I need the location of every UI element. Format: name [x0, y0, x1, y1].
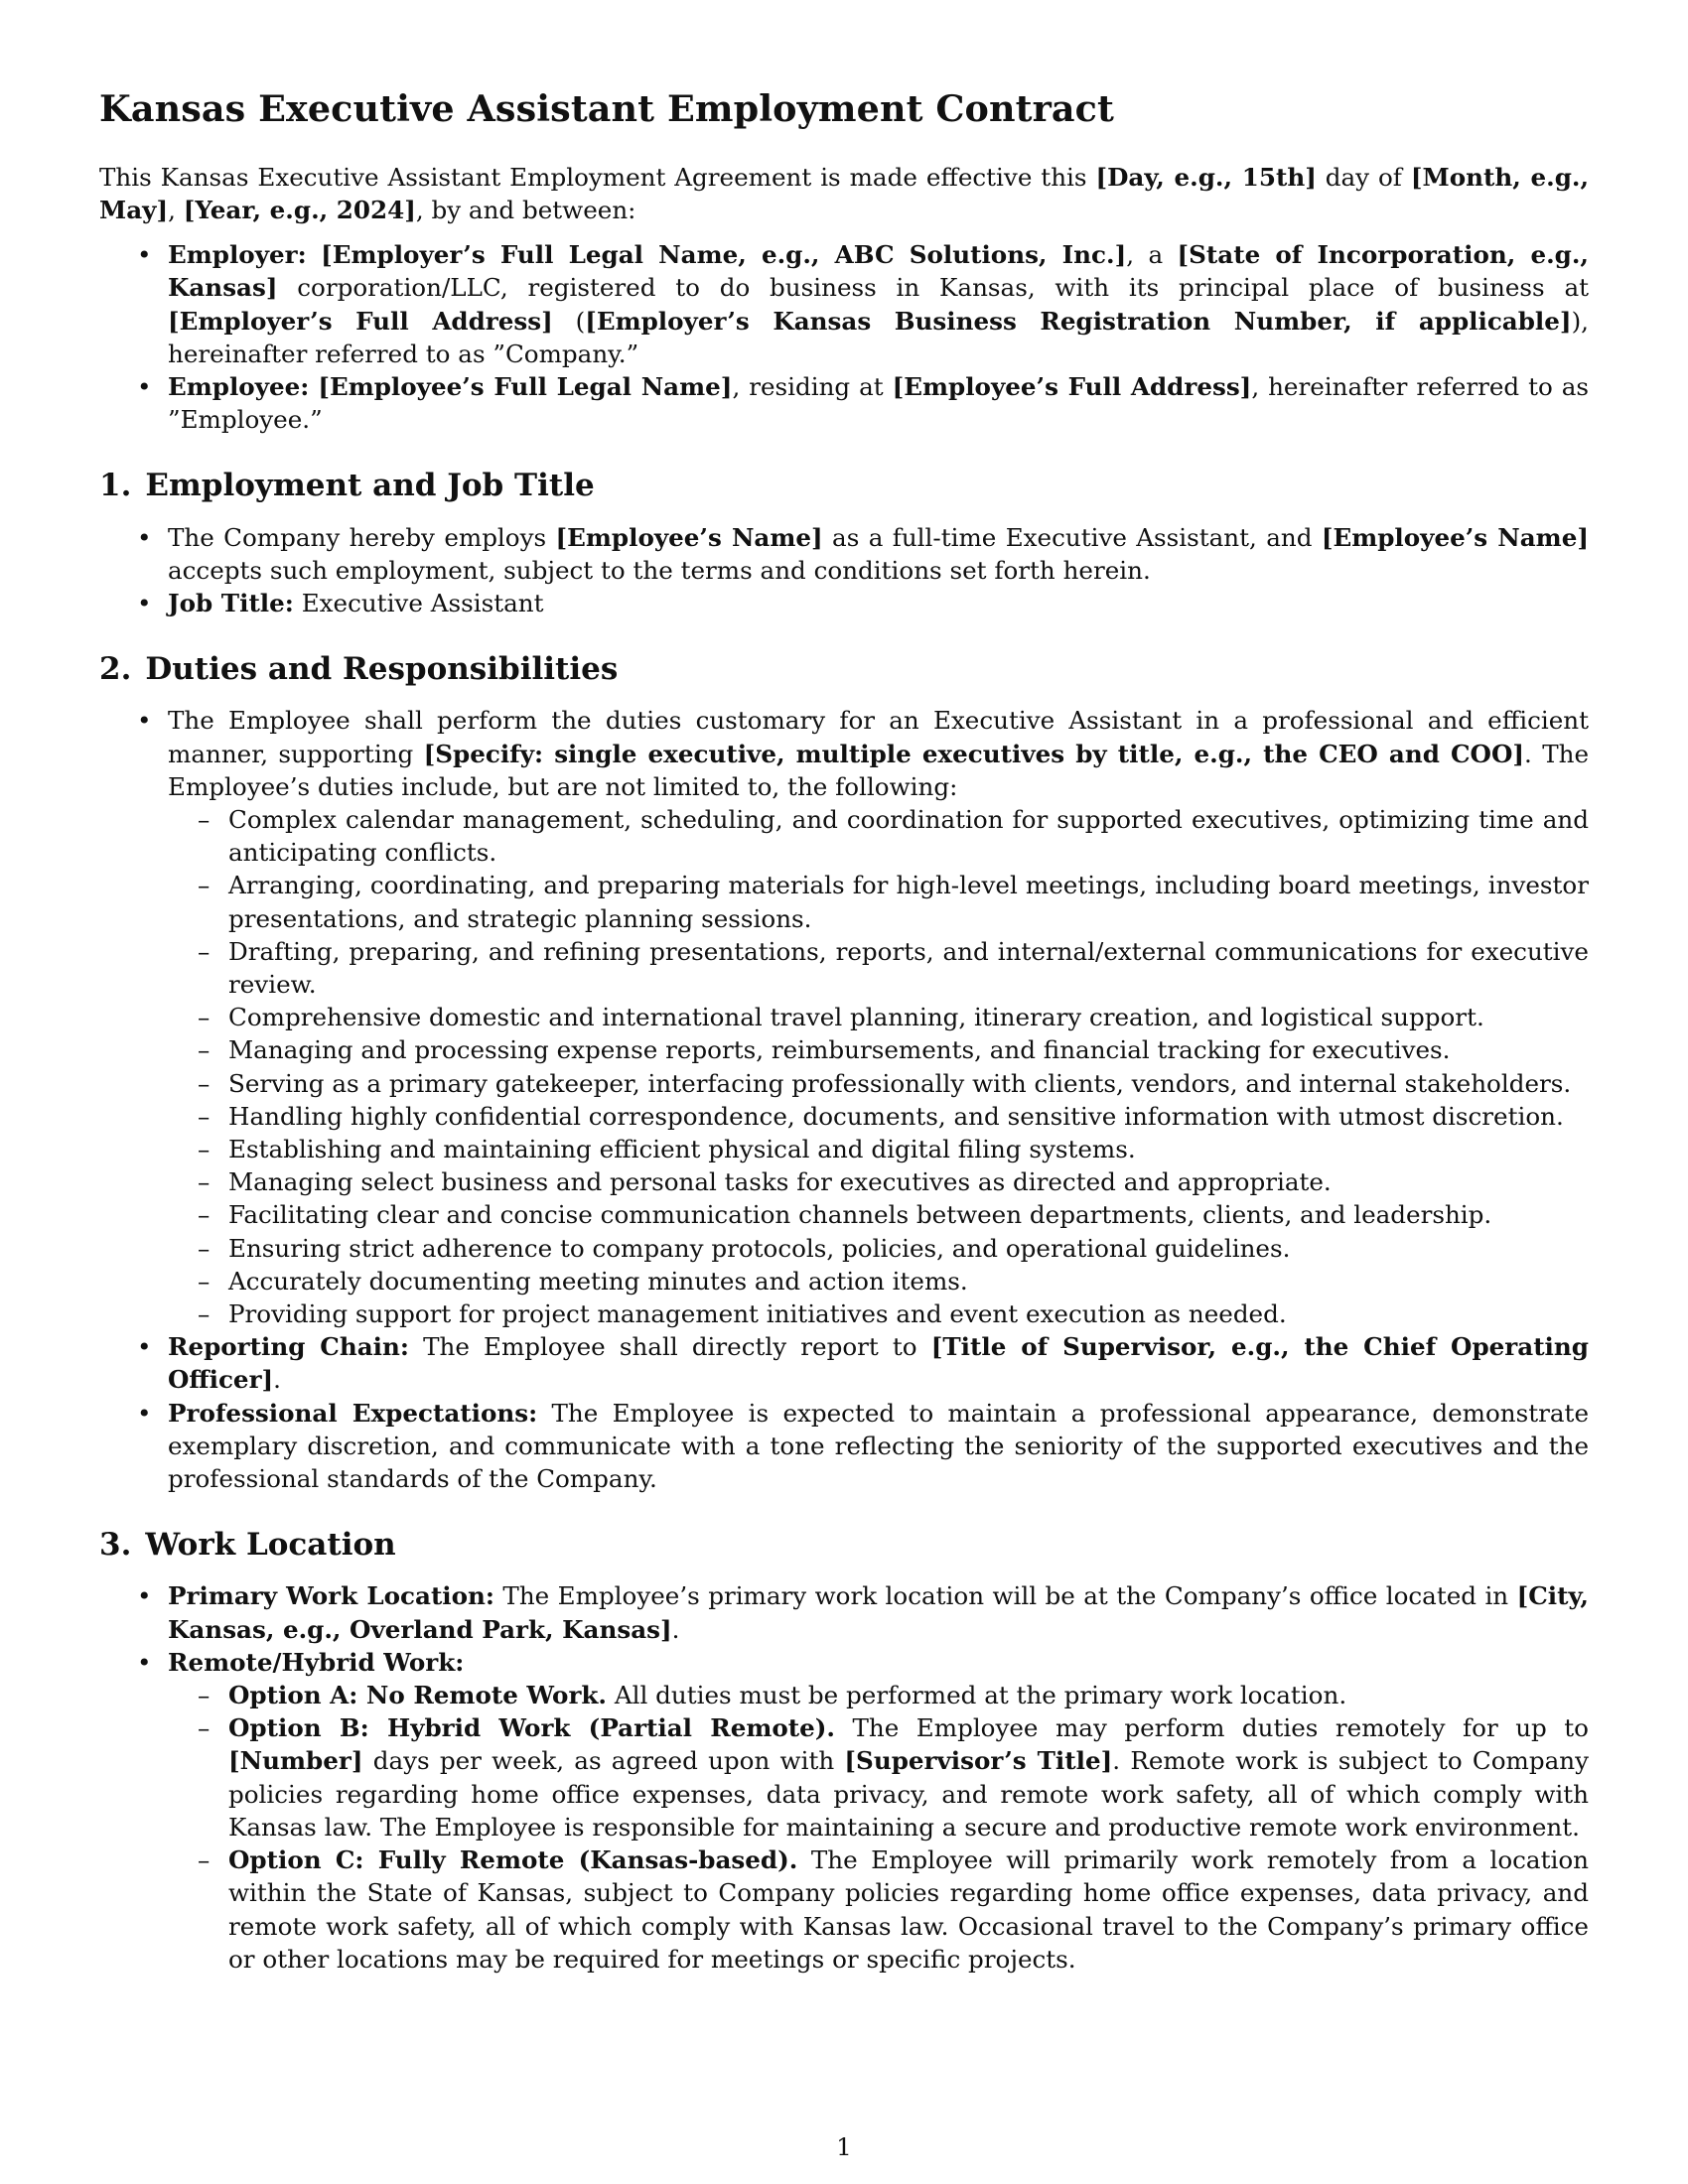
option-b: – Option B: Hybrid Work (Partial Remote). The Employee may perform duties remotely for up to [Number] days per week, as agreed upon with [Supervisor’s Title]. Remote work is subject to Company policies regarding home office expenses, data privacy, and remote work safety, all of which comply with Kansas law. The Employee is responsible for maintaining a secure and productive remote work environment. — [168, 1711, 1589, 1843]
duty-item: – Arranging, coordinating, and preparing materials for high-level meetings, including board meetings, investor presentations, and strategic planning sessions. — [168, 869, 1589, 934]
section-heading-3: 3. Work Location — [99, 1527, 396, 1564]
list-item: • Professional Expectations: The Employee is expected to maintain a professional appearance, demonstrate exemplary discretion, and communicate with a tone reflecting the seniority of the supported executives and the professional standards of the Company. — [99, 1397, 1589, 1496]
duties-list — [168, 803, 1589, 1330]
duty-item: – Facilitating clear and concise communication channels between departments, clients, and leadership. — [168, 1198, 1589, 1231]
page-number: 1 — [836, 2132, 852, 2161]
option-c: – Option C: Fully Remote (Kansas-based). The Employee will primarily work remotely from a location within the State of Kansas, subject to Company policies regarding home office expenses, data privacy, and remote work safety, all of which comply with Kansas law. Occasional travel to the Company’s primary office or other locations may be required for meetings or specific projects. — [168, 1843, 1589, 1976]
duty-item: – Serving as a primary gatekeeper, interfacing professionally with clients, vendors, and internal stakeholders. — [168, 1067, 1589, 1100]
intro-paragraph: This Kansas Executive Assistant Employment Agreement is made effective this [Day, e.g., 15th] day of [Month, e.g., May], [Year, e.g., 2024], by and between: — [99, 162, 1590, 224]
duty-item: – Handling highly confidential correspondence, documents, and sensitive information with utmost discretion. — [168, 1100, 1589, 1133]
list-item: • Reporting Chain: The Employee shall directly report to [Title of Supervisor, e.g., the Chief Operating Officer]. — [99, 1330, 1589, 1396]
list-item: • The Employee shall perform the duties customary for an Executive Assistant in a professional and efficient manner, supporting [Specify: single executive, multiple executives by title, e.g., the CEO and COO]. The Employee’s duties include, but are not limited to, the following: – Complex calendar management, scheduling, and coordination for supported executives, optimizing time and anticipating conflicts. – Arranging, coordinating, and preparing materials for high-level meetings, including board meetings, investor presentations, and strategic planning sessions. – Drafting, preparing, and refining presentations, reports, and internal/external communications for executive review. – Comprehensive domestic and international travel planning, itinerary creation, and logistical support. – Managing and processing expense reports, reimbursements, and financial tracking for executives. – Serving as a primary gatekeeper, interfacing professionally with clients, vendors, and internal stakeholders. – Handling highly confidential correspondence, documents, and sensitive information with utmost discretion. – Establishing and maintaining efficient physical and digital filing systems. – Managing select business and personal tasks for executives as directed and appropriate. – Facilitating clear and concise communication channels between departments, clients, and leadership. – Ensuring strict adherence to company protocols, policies, and operational guidelines. – Accurately documenting meeting minutes and action items. – Providing support for project management initiatives and event execution as needed. — [99, 704, 1589, 1330]
placeholder-month: [Month, e.g., May] — [99, 162, 1590, 224]
duty-item: – Establishing and maintaining efficient physical and digital filing systems. — [168, 1133, 1589, 1165]
party-employer: • Employer: [Employer’s Full Legal Name, e.g., ABC Solutions, Inc.], a [State of Incorporation, e.g., Kansas] corporation/LLC, registered to do business in Kansas, with its principal place of business at [Employer’s Full Address] ([Employer’s Kansas Business Registration Number, if applicable]), hereinafter referred to as ”Company.” — [99, 238, 1589, 370]
party-employee: • Employee: [Employee’s Full Legal Name], residing at [Employee’s Full Address], hereinafter referred to as ”Employee.” — [99, 370, 1589, 436]
placeholder-day: [Day, e.g., 15th] — [1095, 162, 1317, 192]
option-a: – Option A: No Remote Work. All duties must be performed at the primary work location. — [168, 1679, 1589, 1711]
duty-item: – Managing select business and personal tasks for executives as directed and appropriate. — [168, 1165, 1589, 1198]
section-2-list — [99, 704, 1589, 1495]
list-item: • Job Title: Executive Assistant — [99, 587, 1589, 619]
parties-list — [99, 238, 1589, 436]
section-heading-2: 2. Duties and Responsibilities — [99, 651, 619, 688]
duty-item: – Accurately documenting meeting minutes and action items. — [168, 1265, 1589, 1297]
list-item: • The Company hereby employs [Employee’s Name] as a full-time Executive Assistant, and [Employee’s Name] accepts such employment, subject to the terms and conditions set forth herein. — [99, 521, 1589, 587]
section-3-list — [99, 1579, 1589, 1975]
document-title: Kansas Executive Assistant Employment Contract — [99, 87, 1114, 130]
list-item: • Primary Work Location: The Employee’s primary work location will be at the Company’s office located in [City, Kansas, e.g., Overland Park, Kansas]. — [99, 1579, 1589, 1645]
section-heading-1: 1. Employment and Job Title — [99, 468, 595, 504]
duty-item: – Managing and processing expense reports, reimbursements, and financial tracking for executives. — [168, 1033, 1589, 1066]
duty-item: – Providing support for project management initiatives and event execution as needed. — [168, 1297, 1589, 1330]
remote-options-list — [168, 1679, 1589, 1976]
document-page — [99, 87, 1589, 1976]
duty-item: – Comprehensive domestic and international travel planning, itinerary creation, and logistical support. — [168, 1001, 1589, 1033]
duty-item: – Complex calendar management, scheduling, and coordination for supported executives, optimizing time and anticipating conflicts. — [168, 803, 1589, 869]
section-1-list — [99, 521, 1589, 620]
duty-item: – Ensuring strict adherence to company protocols, policies, and operational guidelines. — [168, 1232, 1589, 1265]
duty-item: – Drafting, preparing, and refining presentations, reports, and internal/external communications for executive review. — [168, 935, 1589, 1001]
list-item: • Remote/Hybrid Work: – Option A: No Remote Work. All duties must be performed at the primary work location. – Option B: Hybrid Work (Partial Remote). The Employee may perform duties remotely for up to [Number] days per week, as agreed upon with [Supervisor’s Title]. Remote work is subject to Company policies regarding home office expenses, data privacy, and remote work safety, all of which comply with Kansas law. The Employee is responsible for maintaining a secure and productive remote work environment. – Option C: Fully Remote (Kansas-based). The Employee will primarily work remotely from a location within the State of Kansas, subject to Company policies regarding home office expenses, data privacy, and remote work safety, all of which comply with Kansas law. Occasional travel to the Company’s primary office or other locations may be required for meetings or specific projects. — [99, 1646, 1589, 1976]
placeholder-year: [Year, e.g., 2024] — [183, 196, 416, 224]
